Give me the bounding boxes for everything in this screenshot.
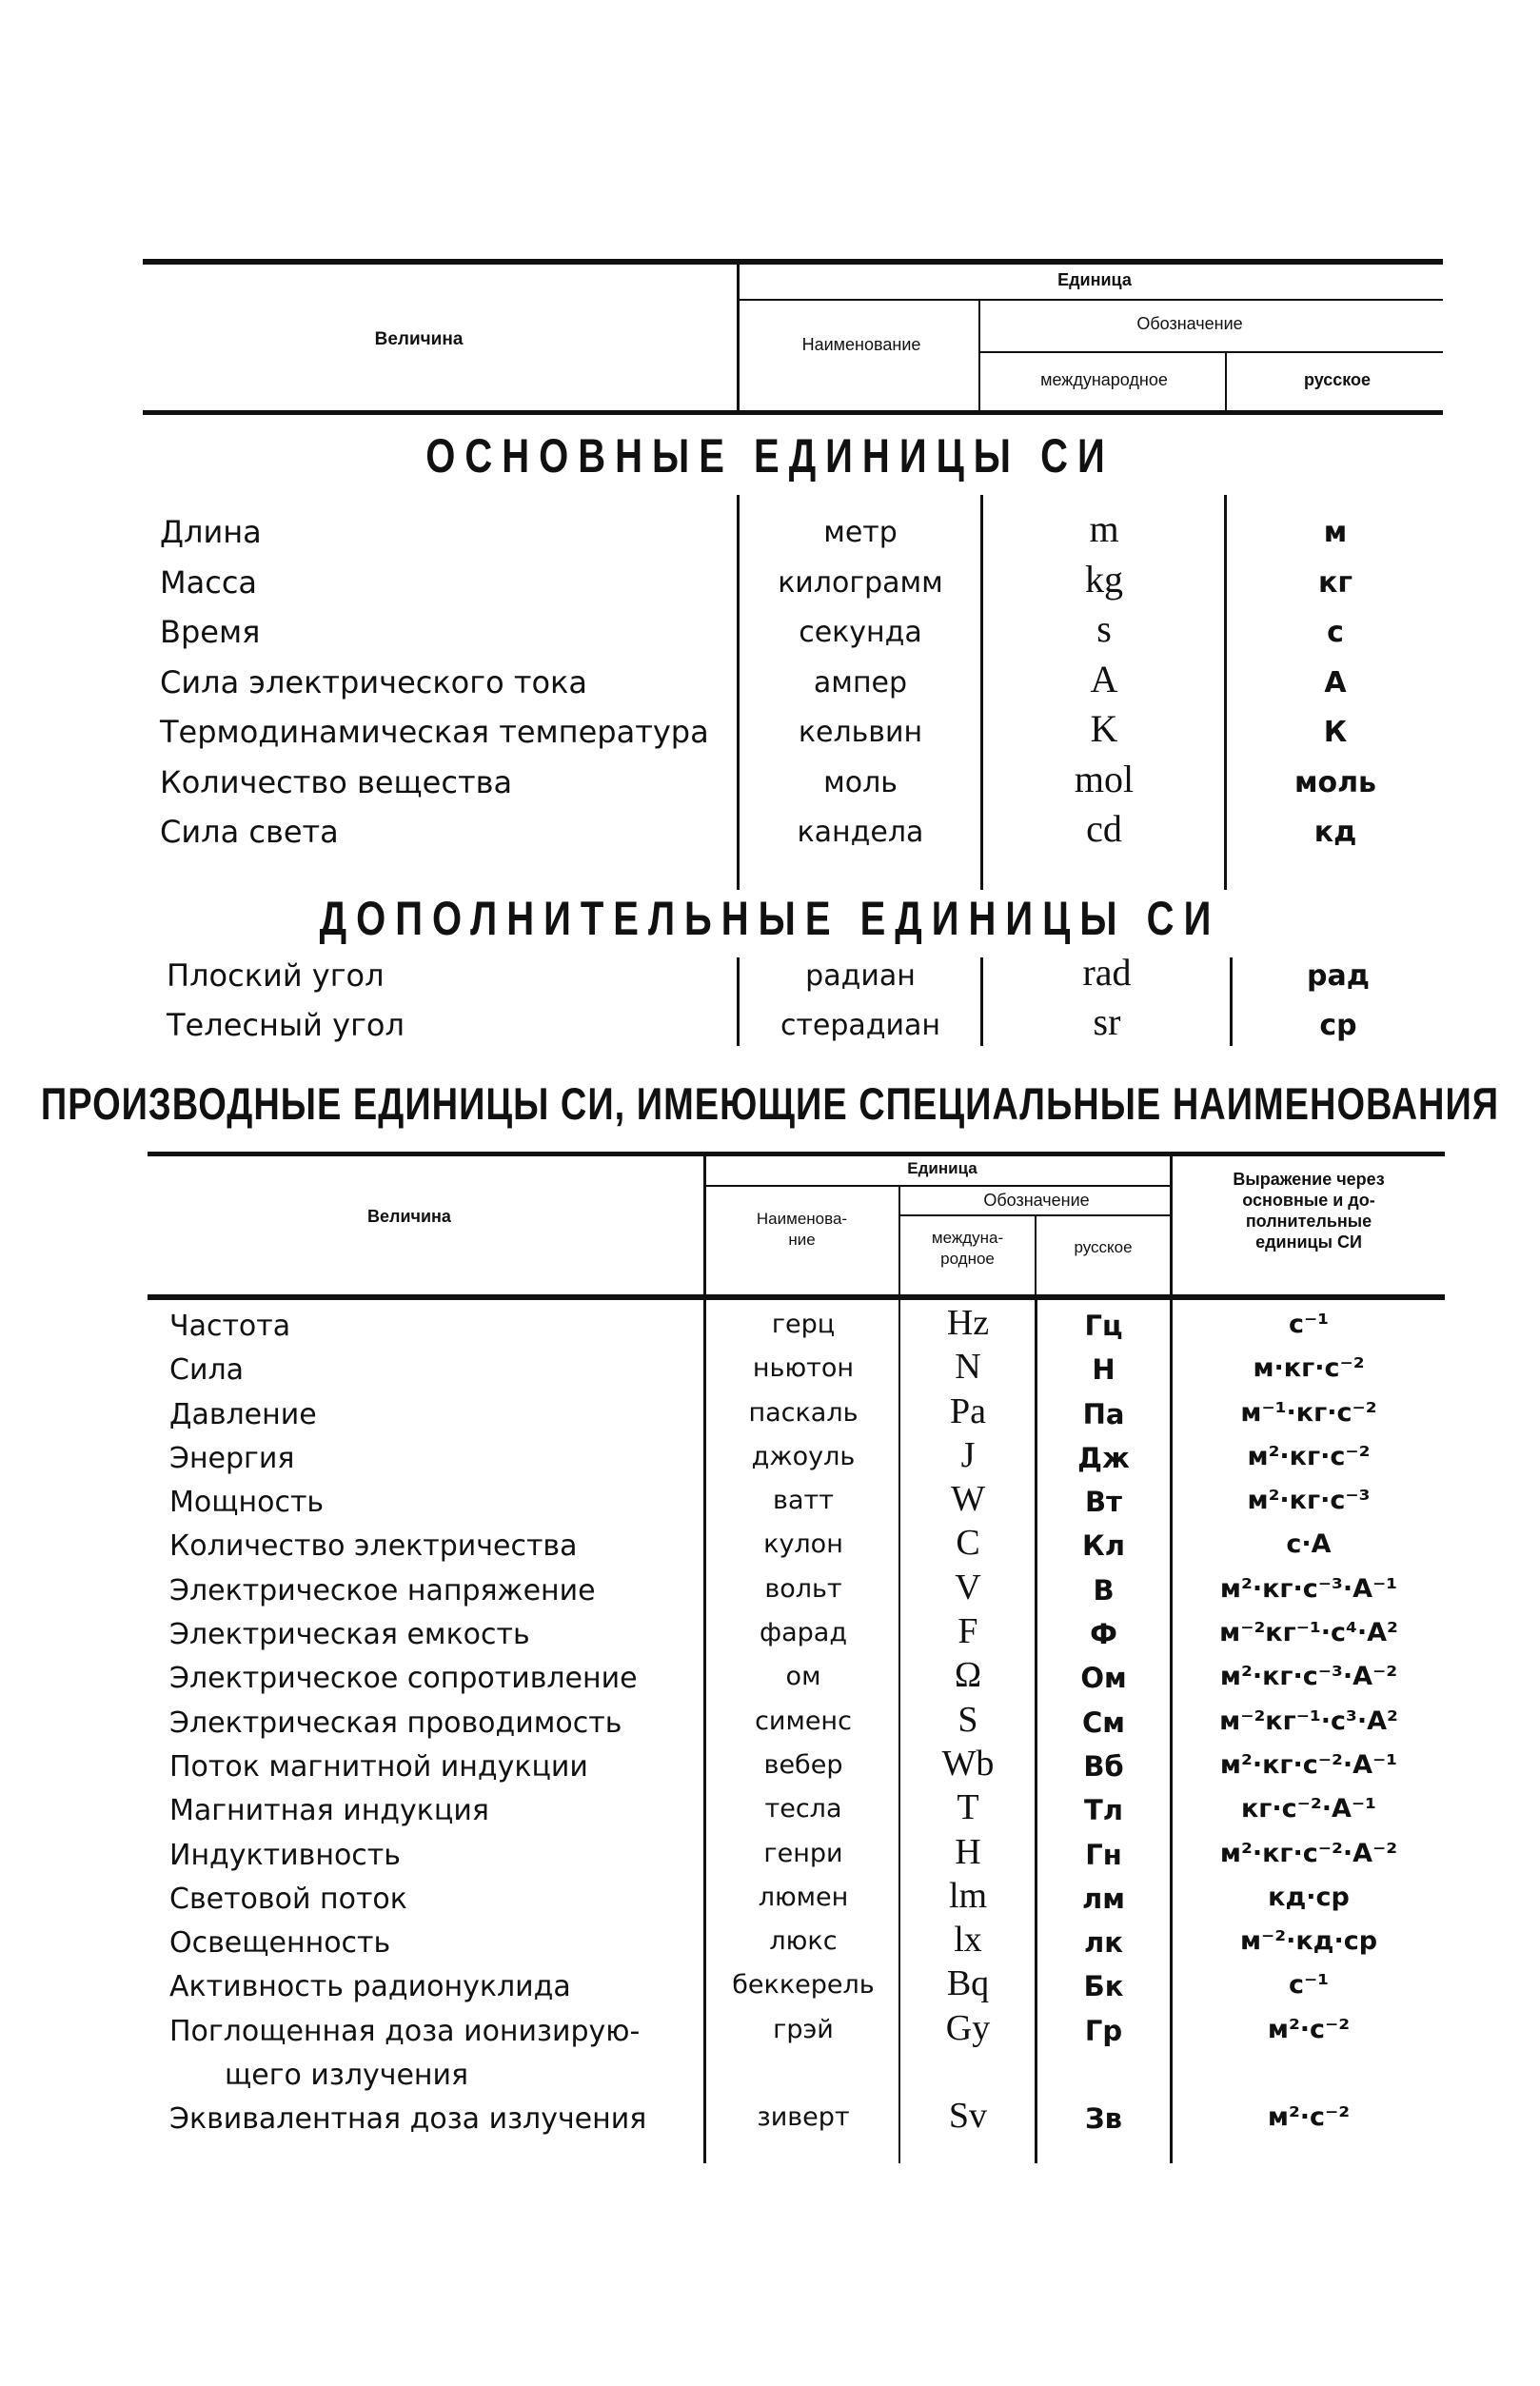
- table1-header-name: Наименование: [801, 335, 921, 354]
- table2-body-divider-4: [1170, 1300, 1173, 2163]
- quantity-cell: Активность радионуклида: [169, 1970, 571, 2003]
- table2-header-designation: Обозначение: [983, 1191, 1090, 1210]
- intl-symbol-cell: V: [955, 1568, 981, 1607]
- russian-symbol-cell: м: [1323, 516, 1348, 549]
- russian-symbol-cell: Вб: [1083, 1750, 1124, 1783]
- unit-name-cell: зиверт: [757, 2102, 850, 2132]
- intl-symbol-cell: Gy: [945, 2008, 991, 2048]
- table2-header-expression-line1: Выражение через: [1233, 1170, 1385, 1189]
- russian-symbol-cell: А: [1324, 666, 1347, 700]
- russian-symbol-cell: Дж: [1077, 1442, 1130, 1474]
- russian-symbol-cell: Гн: [1085, 1839, 1122, 1871]
- quantity-cell: Освещенность: [169, 1926, 391, 1960]
- expression-cell: с⁻¹: [1288, 1970, 1330, 2000]
- expression-cell: кд·ср: [1268, 1883, 1350, 1912]
- unit-name-cell: паскаль: [748, 1398, 859, 1428]
- quantity-cell: Термодинамическая температура: [160, 714, 709, 750]
- intl-symbol-cell: kg: [1085, 558, 1123, 601]
- quantity-cell: Масса: [160, 564, 258, 601]
- intl-symbol-cell: Bq: [946, 1963, 990, 2003]
- quantity-cell: Мощность: [169, 1486, 325, 1519]
- russian-symbol-cell: моль: [1293, 766, 1377, 799]
- quantity-cell: Электрическая проводимость: [169, 1706, 622, 1740]
- unit-name-cell: вебер: [763, 1750, 843, 1780]
- expression-cell: с·А: [1286, 1529, 1332, 1559]
- table2-header-name-line1: Наименова-: [756, 1210, 848, 1228]
- quantity-cell: Сила: [169, 1353, 245, 1387]
- intl-symbol-cell: Sv: [948, 2096, 988, 2136]
- russian-symbol-cell: Ф: [1090, 1618, 1117, 1650]
- unit-name-cell: джоуль: [751, 1442, 856, 1471]
- quantity-cell: Индуктивность: [169, 1839, 401, 1872]
- table2-header-divider-2: [898, 1187, 900, 1297]
- quantity-cell: Сила света: [160, 814, 339, 850]
- intl-symbol-cell: rad: [1082, 951, 1132, 994]
- unit-name-cell: килограмм: [778, 566, 943, 600]
- russian-symbol-cell: К: [1323, 716, 1348, 749]
- unit-name-cell: секунда: [799, 616, 922, 649]
- table2-header-name: [709, 1209, 895, 1251]
- table2-header-unit: Единица: [907, 1159, 977, 1177]
- table2-header-name-line2: ние: [788, 1231, 816, 1249]
- expression-cell: м·кг·с⁻²: [1253, 1353, 1365, 1383]
- table2-header-bottom-rule: [148, 1294, 1445, 1300]
- table1-top-rule: [143, 259, 1443, 265]
- quantity-cell: Время: [160, 614, 261, 650]
- table1-supp-divider-1: [737, 957, 740, 1046]
- table1-header-international: международное: [1040, 370, 1168, 389]
- russian-symbol-cell: Па: [1082, 1398, 1125, 1430]
- expression-cell: м⁻²·кд·ср: [1239, 1926, 1378, 1956]
- quantity-cell: Количество электричества: [169, 1529, 578, 1563]
- table1-header-divider-2: [978, 301, 980, 412]
- russian-symbol-cell: с: [1327, 616, 1344, 649]
- unit-name-cell: кельвин: [798, 716, 923, 749]
- table1-supp-divider-3: [1230, 957, 1233, 1046]
- russian-symbol-cell: Кл: [1082, 1529, 1125, 1562]
- unit-name-cell: метр: [823, 516, 898, 549]
- table2-header-international: [902, 1228, 1033, 1270]
- unit-name-cell: стерадиан: [780, 1009, 941, 1042]
- intl-symbol-cell: H: [955, 1832, 981, 1872]
- table2-unit-rule: [704, 1185, 1171, 1187]
- intl-symbol-cell: mol: [1074, 758, 1135, 800]
- expression-cell: м²·с⁻²: [1267, 2102, 1351, 2132]
- table2-top-rule: [148, 1152, 1445, 1156]
- unit-name-cell: кулон: [763, 1529, 843, 1559]
- quantity-cell: Поглощенная доза ионизирую-: [169, 2015, 641, 2048]
- table2-header-expression-line4: единицы СИ: [1255, 1232, 1362, 1252]
- intl-symbol-cell: Hz: [946, 1303, 990, 1343]
- expression-cell: м²·кг·с⁻²: [1247, 1442, 1371, 1471]
- unit-name-cell: кандела: [797, 816, 924, 849]
- intl-symbol-cell: J: [960, 1435, 976, 1475]
- intl-symbol-cell: F: [958, 1611, 978, 1651]
- russian-symbol-cell: Гр: [1084, 2015, 1123, 2047]
- russian-symbol-cell: кг: [1317, 566, 1353, 600]
- table2-header-divider-1: [703, 1154, 706, 1297]
- table2-header-international-line1: междуна-: [931, 1229, 1004, 1247]
- table1-base-divider-1: [737, 495, 740, 890]
- unit-name-cell: ватт: [773, 1486, 834, 1515]
- unit-name-cell: вольт: [764, 1574, 842, 1604]
- intl-symbol-cell: S: [958, 1700, 978, 1740]
- quantity-cell: Длина: [160, 514, 262, 550]
- russian-symbol-cell: лм: [1082, 1883, 1125, 1915]
- unit-name-cell: беккерель: [732, 1970, 875, 2000]
- unit-name-cell: фарад: [760, 1618, 847, 1647]
- quantity-cell: Электрическое напряжение: [169, 1574, 596, 1607]
- intl-symbol-cell: sr: [1093, 1000, 1121, 1043]
- quantity-cell: Плоский угол: [167, 957, 385, 994]
- expression-cell: м²·кг·с⁻²·А⁻¹: [1219, 1750, 1398, 1780]
- unit-name-cell: моль: [823, 766, 898, 799]
- intl-symbol-cell: C: [956, 1523, 980, 1563]
- russian-symbol-cell: Н: [1092, 1353, 1116, 1386]
- russian-symbol-cell: рад: [1307, 959, 1370, 993]
- intl-symbol-cell: K: [1090, 707, 1118, 750]
- table1-header-quantity: Величина: [374, 329, 464, 349]
- table1-unit-rule: [738, 299, 1443, 301]
- unit-name-cell: ом: [785, 1662, 821, 1691]
- unit-name-cell: грэй: [773, 2015, 834, 2044]
- intl-symbol-cell: T: [957, 1787, 979, 1827]
- expression-cell: м²·с⁻²: [1267, 2015, 1351, 2044]
- table2-header-russian: русское: [1074, 1238, 1133, 1256]
- quantity-cell: Магнитная индукция: [169, 1794, 489, 1827]
- expression-cell: м⁻¹·кг·с⁻²: [1240, 1398, 1377, 1428]
- intl-symbol-cell: N: [955, 1347, 981, 1387]
- quantity-cell: Поток магнитной индукции: [169, 1750, 588, 1784]
- quantity-cell: Телесный угол: [167, 1007, 405, 1043]
- russian-symbol-cell: Гц: [1084, 1310, 1123, 1342]
- quantity-cell: Количество вещества: [160, 764, 513, 800]
- russian-symbol-cell: ср: [1319, 1009, 1357, 1042]
- russian-symbol-cell: кд: [1313, 816, 1357, 849]
- russian-symbol-cell: лк: [1084, 1926, 1123, 1959]
- table2-header-expression-line2: основные и до-: [1242, 1191, 1375, 1210]
- quantity-cell: Эквивалентная доза излучения: [169, 2102, 647, 2136]
- expression-cell: с⁻¹: [1288, 1310, 1330, 1339]
- expression-cell: м⁻²кг⁻¹·с³·А²: [1219, 1706, 1398, 1736]
- quantity-cell: Электрическая емкость: [169, 1618, 530, 1651]
- intl-symbol-cell: Ω: [954, 1655, 982, 1695]
- table2-body-divider-3: [1035, 1300, 1037, 2163]
- intl-symbol-cell: Pa: [950, 1391, 986, 1431]
- quantity-cell: Сила электрического тока: [160, 664, 587, 700]
- expression-cell: м²·кг·с⁻³·А⁻²: [1219, 1662, 1398, 1691]
- section-title-base-units: ОСНОВНЫЕ ЕДИНИЦЫ СИ: [425, 430, 1115, 483]
- russian-symbol-cell: Зв: [1085, 2102, 1122, 2135]
- table1-base-divider-2: [980, 495, 983, 890]
- expression-cell: м²·кг·с⁻³: [1247, 1486, 1371, 1515]
- table1-header-divider-3: [1225, 353, 1227, 412]
- table1-supp-divider-2: [980, 957, 983, 1046]
- intl-symbol-cell: lx: [954, 1920, 982, 1960]
- table2-title: ПРОИЗВОДНЫЕ ЕДИНИЦЫ СИ, ИМЕЮЩИЕ СПЕЦИАЛЬНЫЕ НАИМЕНОВАНИЯ: [40, 1079, 1500, 1131]
- russian-symbol-cell: Вт: [1085, 1486, 1122, 1518]
- russian-symbol-cell: Бк: [1083, 1970, 1124, 2002]
- intl-symbol-cell: s: [1096, 607, 1112, 650]
- table1-header-russian: русское: [1303, 370, 1372, 389]
- quantity-cell: Частота: [169, 1310, 291, 1343]
- table1-header-designation: Обозначение: [1136, 314, 1243, 333]
- table2-header-expression-line3: полнительные: [1245, 1212, 1372, 1231]
- russian-symbol-cell: Тл: [1083, 1794, 1124, 1826]
- russian-symbol-cell: Ом: [1080, 1662, 1127, 1694]
- quantity-cell: Энергия: [169, 1442, 295, 1475]
- expression-cell: кг·с⁻²·А⁻¹: [1240, 1794, 1376, 1824]
- expression-cell: м²·кг·с⁻²·А⁻²: [1219, 1839, 1398, 1868]
- table1-base-divider-3: [1224, 495, 1227, 890]
- unit-name-cell: генри: [763, 1839, 843, 1868]
- table2-header-divider-3: [1035, 1216, 1037, 1297]
- table1-header-bottom-rule: [143, 410, 1443, 415]
- quantity-cell: Давление: [169, 1398, 317, 1431]
- intl-symbol-cell: Wb: [941, 1744, 995, 1784]
- section-title-supplementary-units: ДОПОЛНИТЕЛЬНЫЕ ЕДИНИЦЫ СИ: [319, 893, 1221, 946]
- intl-symbol-cell: W: [951, 1479, 985, 1519]
- russian-symbol-cell: См: [1082, 1706, 1125, 1739]
- intl-symbol-cell: A: [1090, 658, 1118, 700]
- unit-name-cell: люмен: [758, 1883, 849, 1912]
- quantity-cell: Световой поток: [169, 1883, 407, 1916]
- unit-name-cell: тесла: [764, 1794, 842, 1824]
- intl-symbol-cell: cd: [1086, 807, 1122, 850]
- table1-designation-rule: [980, 351, 1443, 353]
- russian-symbol-cell: В: [1093, 1574, 1115, 1607]
- intl-symbol-cell: m: [1089, 507, 1119, 550]
- table1-header-unit: Единица: [1057, 270, 1132, 289]
- unit-name-cell: радиан: [805, 959, 916, 993]
- unit-name-cell: люкс: [769, 1926, 838, 1956]
- table2-body-divider-1: [703, 1300, 706, 2163]
- table2-header-expression: [1175, 1169, 1442, 1252]
- table2-body-divider-2: [898, 1300, 900, 2163]
- unit-name-cell: ампер: [813, 666, 908, 700]
- table2-header-international-line2: родное: [940, 1250, 995, 1268]
- expression-cell: м⁻²кг⁻¹·с⁴·А²: [1219, 1618, 1398, 1647]
- expression-cell: м²·кг·с⁻³·А⁻¹: [1219, 1574, 1398, 1604]
- table2-header-divider-4: [1170, 1154, 1173, 1297]
- unit-name-cell: сименс: [755, 1706, 852, 1736]
- unit-name-cell: герц: [771, 1310, 836, 1339]
- quantity-cell-continuation: щего излучения: [225, 2059, 469, 2092]
- quantity-cell: Электрическое сопротивление: [169, 1662, 638, 1695]
- table1-header-divider-1: [737, 263, 740, 412]
- table2-header-quantity: Величина: [367, 1207, 451, 1226]
- unit-name-cell: ньютон: [752, 1353, 855, 1383]
- intl-symbol-cell: lm: [948, 1876, 988, 1916]
